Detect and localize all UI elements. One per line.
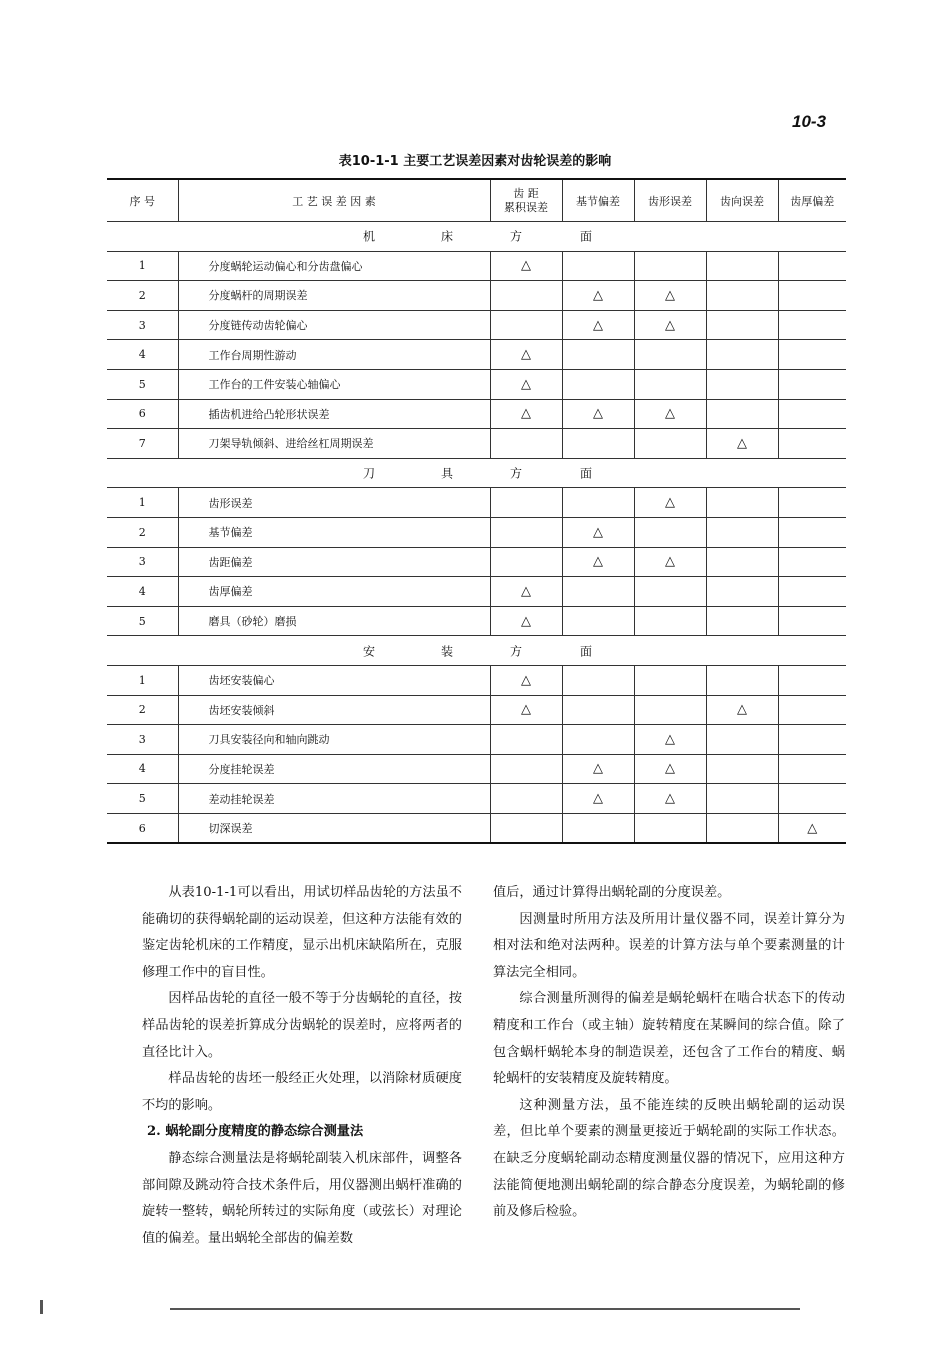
error-factor: 分度链传动齿轮偏心 (178, 310, 490, 340)
empty-cell (490, 754, 562, 784)
section-title-char: 面 (579, 466, 593, 481)
table-row (107, 813, 846, 843)
empty-cell (778, 665, 846, 695)
triangle-mark-icon: △ (562, 754, 634, 784)
triangle-mark-icon: △ (634, 725, 706, 755)
row-number: 5 (107, 369, 178, 399)
triangle-mark-icon: △ (634, 754, 706, 784)
row-number: 1 (107, 665, 178, 695)
triangle-mark-icon: △ (778, 813, 846, 843)
empty-cell (490, 813, 562, 843)
section-heading: 2. 蜗轮副分度精度的静态综合测量法 (147, 1124, 364, 1140)
empty-cell (706, 577, 778, 607)
empty-cell (634, 813, 706, 843)
row-number: 3 (107, 310, 178, 340)
empty-cell (562, 577, 634, 607)
empty-cell (634, 606, 706, 636)
paragraph: 样品齿轮的齿坯一般经正火处理，以消除材质硬度不均的影响。 (142, 1071, 462, 1113)
empty-cell (778, 251, 846, 281)
section-title-char: 面 (579, 229, 593, 244)
table-row (107, 517, 846, 547)
triangle-mark-icon: △ (562, 547, 634, 577)
table-row (107, 577, 846, 607)
section-title-char: 床 (440, 229, 454, 244)
empty-cell (778, 784, 846, 814)
header-helix: 齿向误差 (706, 179, 778, 222)
error-factor: 分度蜗轮运动偏心和分齿盘偏心 (178, 251, 490, 281)
error-factor: 刀架导轨倾斜、进给丝杠周期误差 (178, 429, 490, 459)
error-factor: 齿形误差 (178, 488, 490, 518)
section-header-row (107, 636, 846, 666)
row-number: 4 (107, 754, 178, 784)
table-row (107, 606, 846, 636)
empty-cell (706, 813, 778, 843)
section-title-char: 面 (579, 644, 593, 659)
triangle-mark-icon: △ (634, 399, 706, 429)
empty-cell (778, 281, 846, 311)
empty-cell (706, 310, 778, 340)
row-number: 1 (107, 251, 178, 281)
header-no: 序 号 (107, 179, 178, 222)
triangle-mark-icon: △ (490, 369, 562, 399)
error-factor: 工作台的工件安装心轴偏心 (178, 369, 490, 399)
triangle-mark-icon: △ (562, 517, 634, 547)
table-row (107, 547, 846, 577)
triangle-mark-icon: △ (634, 281, 706, 311)
section-title-char: 安 (362, 644, 376, 659)
triangle-mark-icon: △ (634, 784, 706, 814)
empty-cell (634, 665, 706, 695)
empty-cell (490, 429, 562, 459)
section-title (107, 458, 846, 488)
paragraph: 综合测量所测得的偏差是蜗轮蜗杆在啮合状态下的传动精度和工作台（或主轴）旋转精度在某瞬间的综合值。除了包含蜗杆蜗轮本身的制造误差，还包含了工作台的精度、蜗轮蜗杆的安装精度及旋转精度。 (493, 991, 845, 1087)
empty-cell (634, 251, 706, 281)
triangle-mark-icon: △ (706, 695, 778, 725)
error-factor: 插齿机进给凸轮形状误差 (178, 399, 490, 429)
error-factor-table (107, 178, 846, 844)
page-number: 10-3 (792, 112, 827, 131)
empty-cell (562, 251, 634, 281)
empty-cell (634, 429, 706, 459)
empty-cell (706, 784, 778, 814)
table-row (107, 310, 846, 340)
error-factor: 基节偏差 (178, 517, 490, 547)
error-factor: 磨具（砂轮）磨损 (178, 606, 490, 636)
empty-cell (490, 281, 562, 311)
empty-cell (778, 547, 846, 577)
triangle-mark-icon: △ (562, 784, 634, 814)
empty-cell (490, 488, 562, 518)
error-factor: 切深误差 (178, 813, 490, 843)
empty-cell (706, 281, 778, 311)
empty-cell (562, 665, 634, 695)
scan-artifact-mark (40, 1300, 43, 1314)
table-row (107, 369, 846, 399)
error-factor: 齿坯安装偏心 (178, 665, 490, 695)
empty-cell (706, 488, 778, 518)
empty-cell (706, 547, 778, 577)
table-row (107, 784, 846, 814)
empty-cell (778, 725, 846, 755)
empty-cell (562, 695, 634, 725)
triangle-mark-icon: △ (490, 399, 562, 429)
empty-cell (706, 399, 778, 429)
empty-cell (778, 606, 846, 636)
triangle-mark-icon: △ (562, 399, 634, 429)
empty-cell (706, 517, 778, 547)
row-number: 4 (107, 577, 178, 607)
header-base-pitch: 基节偏差 (562, 179, 634, 222)
table-header-row (107, 179, 846, 222)
table-row (107, 488, 846, 518)
empty-cell (706, 665, 778, 695)
empty-cell (706, 606, 778, 636)
error-factor: 分度蜗杆的周期误差 (178, 281, 490, 311)
empty-cell (778, 310, 846, 340)
error-factor: 工作台周期性游动 (178, 340, 490, 370)
triangle-mark-icon: △ (490, 251, 562, 281)
table-row (107, 281, 846, 311)
empty-cell (634, 695, 706, 725)
row-number: 2 (107, 281, 178, 311)
error-factor: 分度挂轮误差 (178, 754, 490, 784)
triangle-mark-icon: △ (562, 310, 634, 340)
triangle-mark-icon: △ (490, 340, 562, 370)
section-title-char: 方 (509, 466, 523, 481)
triangle-mark-icon: △ (490, 695, 562, 725)
paragraph: 这种测量方法，虽不能连续的反映出蜗轮副的运动误差，但比单个要素的测量更接近于蜗轮副的实际工作状态。在缺乏分度蜗轮副动态精度测量仪器的情况下，应用这种方法能简便地测出蜗轮副的综合静态分度误差，为蜗轮副的修前及修后检验。 (493, 1097, 845, 1220)
empty-cell (562, 813, 634, 843)
empty-cell (634, 517, 706, 547)
triangle-mark-icon: △ (490, 665, 562, 695)
header-pitch-accum-line2: 累积误差 (504, 200, 548, 214)
triangle-mark-icon: △ (706, 429, 778, 459)
header-pitch-accum (490, 179, 562, 222)
empty-cell (562, 488, 634, 518)
table-row (107, 665, 846, 695)
header-factor: 工 艺 误 差 因 素 (178, 179, 490, 222)
section-title-char: 方 (509, 229, 523, 244)
row-number: 5 (107, 784, 178, 814)
row-number: 4 (107, 340, 178, 370)
table-row (107, 754, 846, 784)
empty-cell (778, 754, 846, 784)
section-title-char: 机 (362, 229, 376, 244)
triangle-mark-icon: △ (634, 310, 706, 340)
empty-cell (706, 251, 778, 281)
row-number: 2 (107, 517, 178, 547)
table-row (107, 725, 846, 755)
empty-cell (634, 577, 706, 607)
empty-cell (562, 606, 634, 636)
empty-cell (706, 725, 778, 755)
row-number: 1 (107, 488, 178, 518)
row-number: 2 (107, 695, 178, 725)
empty-cell (778, 488, 846, 518)
empty-cell (778, 429, 846, 459)
paragraph: 静态综合测量法是将蜗轮副装入机床部件，调整各部间隙及跳动符合技术条件后，用仪器测出蜗杆准确的旋转一整转，蜗轮所转过的实际角度（或弦长）对理论值的偏差。量出蜗轮全部齿的偏差数 (142, 1150, 462, 1246)
empty-cell (706, 369, 778, 399)
empty-cell (634, 369, 706, 399)
table-row (107, 251, 846, 281)
error-factor: 齿坯安装倾斜 (178, 695, 490, 725)
triangle-mark-icon: △ (490, 606, 562, 636)
empty-cell (562, 340, 634, 370)
empty-cell (706, 340, 778, 370)
empty-cell (778, 340, 846, 370)
empty-cell (778, 517, 846, 547)
header-thickness: 齿厚偏差 (778, 179, 846, 222)
row-number: 5 (107, 606, 178, 636)
empty-cell (562, 725, 634, 755)
table-row (107, 695, 846, 725)
empty-cell (706, 754, 778, 784)
empty-cell (778, 695, 846, 725)
empty-cell (778, 399, 846, 429)
paragraph: 值后，通过计算得出蜗轮副的分度误差。 (493, 885, 731, 900)
error-factor: 齿厚偏差 (178, 577, 490, 607)
section-title-char: 刀 (362, 466, 376, 481)
section-title (107, 636, 846, 666)
section-title-char: 方 (509, 644, 523, 659)
triangle-mark-icon: △ (634, 488, 706, 518)
section-title-char: 装 (440, 644, 454, 659)
row-number: 7 (107, 429, 178, 459)
row-number: 6 (107, 813, 178, 843)
table-row (107, 340, 846, 370)
empty-cell (490, 784, 562, 814)
table-row (107, 399, 846, 429)
triangle-mark-icon: △ (634, 547, 706, 577)
section-header-row (107, 222, 846, 252)
section-header-row (107, 458, 846, 488)
empty-cell (490, 310, 562, 340)
paragraph: 因样品齿轮的直径一般不等于分齿蜗轮的直径，按样品齿轮的误差折算成分齿蜗轮的误差时，应将两者的直径比计入。 (142, 991, 462, 1060)
empty-cell (634, 340, 706, 370)
paragraph: 从表10-1-1可以看出，用试切样品齿轮的方法虽不能确切的获得蜗轮副的运动误差，但这种方法能有效的鉴定齿轮机床的工作精度，显示出机床缺陷所在，克服修理工作中的盲目性。 (142, 885, 462, 980)
section-title-char: 具 (440, 466, 454, 481)
row-number: 6 (107, 399, 178, 429)
table-title: 表10-1-1 主要工艺误差因素对齿轮误差的影响 (338, 154, 612, 169)
table-row (107, 429, 846, 459)
error-factor: 刀具安装径向和轴向跳动 (178, 725, 490, 755)
row-number: 3 (107, 725, 178, 755)
triangle-mark-icon: △ (562, 281, 634, 311)
right-text-column (493, 880, 845, 1226)
error-factor: 差动挂轮误差 (178, 784, 490, 814)
empty-cell (562, 429, 634, 459)
header-pitch-accum-line1: 齿 距 (513, 187, 539, 201)
empty-cell (490, 725, 562, 755)
scan-artifact-line (170, 1308, 800, 1310)
error-factor: 齿距偏差 (178, 547, 490, 577)
row-number: 3 (107, 547, 178, 577)
empty-cell (490, 547, 562, 577)
triangle-mark-icon: △ (490, 577, 562, 607)
header-profile: 齿形误差 (634, 179, 706, 222)
paragraph: 因测量时所用方法及所用计量仪器不同，误差计算分为相对法和绝对法两种。误差的计算方法与单个要素测量的计算法完全相同。 (493, 911, 845, 980)
empty-cell (778, 577, 846, 607)
empty-cell (490, 517, 562, 547)
empty-cell (562, 369, 634, 399)
section-title (107, 222, 846, 252)
left-text-column (142, 880, 462, 1252)
empty-cell (778, 369, 846, 399)
